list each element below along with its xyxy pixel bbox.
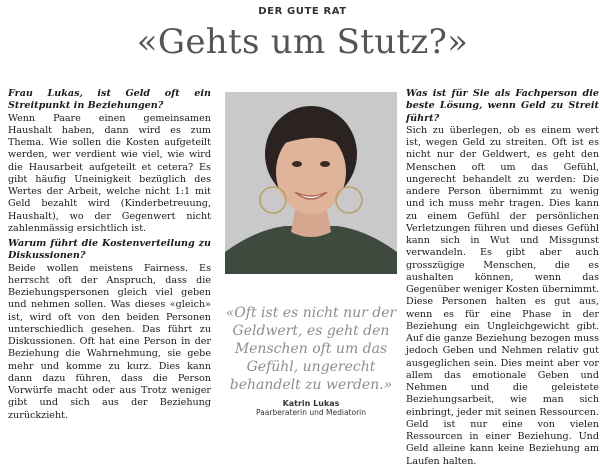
interview-answer: Wenn Paare einen gemeinsamen Haushalt haben, dann wird es zum Thema. Wie sollen die Kosten aufgeteilt werden, wer verdient wie viel, wie wird die Hausarbeit aufgeteilt et cetera? Es gibt häufig Uneinigkeit bezüglich des Wertes der Arbeit, welche nicht 1:1 mit Geld bezahlt wird (Kinderbetreuung, Haushalt), wo der Gegenwert nicht zahlenmässig ersichtlich ist.	[8, 112, 211, 234]
author-name: Katrin Lukas	[282, 399, 340, 408]
interview-answer: Beide wollen meistens Fairness. Es herrscht oft der Anspruch, dass die Beziehungspersonen gleich viel geben und nehmen sollen. Was dieses «gleich» ist, wird oft von den beiden Personen unterschiedlich gesehen. Das führt zu Diskussionen. Oft hat eine Person in der Beziehung die Wahrnehmung, sie gebe mehr und komme zu kurz. Dies kann dann dazu führen, dass die Person Vorwürfe macht oder aus Trotz weniger gibt und sich aus der Beziehung zurückzieht.	[8, 262, 211, 421]
interview-question: Warum führt die Kostenverteilung zu Diskussionen?	[8, 238, 211, 262]
portrait-photo	[225, 92, 397, 274]
article-kicker: DER GUTE RAT	[258, 6, 347, 17]
article-headline: «Gehts um Stutz?»	[136, 22, 469, 62]
author-credit	[225, 399, 397, 417]
center-column	[225, 92, 397, 417]
interview-answer: Sich zu überlegen, ob es einem wert ist, wegen Geld zu streiten. Oft ist es nicht nur der Geldwert, es geht den Menschen oft um das Gefühl, ungerecht behandelt zu werden: Die andere Person übernimmt zu wenig und ich muss mehr tragen. Dies kann zu einem Gefühl der persönlichen Verletzungen führen und dieses Gefühl kann sich in Wut und Missgunst verwandeln. Es gibt aber auch grosszügige Menschen, die es aushalten können, wenn das Gegenüber weniger Kosten übernimmt. Diese Personen halten es gut aus, wenn es für eine Phase in der Beziehung ein Ungleichgewicht gibt. Auf die ganze Beziehung bezogen muss jedoch Geben und Nehmen relativ gut ausgeglichen sein. Dies meint aber vor allem das emotionale Geben und Nehmen und die geleistete Beziehungsarbeit, wie man sich einbringt, jeder mit seinen Ressourcen. Geld ist nur eine von vielen Ressourcen in einer Beziehung. Und Geld alleine kann keine Beziehung am Laufen halten.	[406, 124, 599, 467]
interview-question: Was ist für Sie als Fachperson die beste Lösung, wenn Geld zu Streit führt?	[406, 88, 599, 124]
right-column	[406, 88, 599, 468]
author-role: Paarberaterin und Mediatorin	[255, 408, 366, 417]
pull-quote: «Oft ist es nicht nur der Geldwert, es geht den Menschen oft um das Gefühl, ungerecht behandelt zu werden.»	[225, 305, 397, 393]
left-column	[8, 88, 211, 422]
portrait-illustration	[225, 92, 397, 274]
interview-question: Frau Lukas, ist Geld oft ein Streitpunkt in Beziehungen?	[8, 88, 211, 112]
